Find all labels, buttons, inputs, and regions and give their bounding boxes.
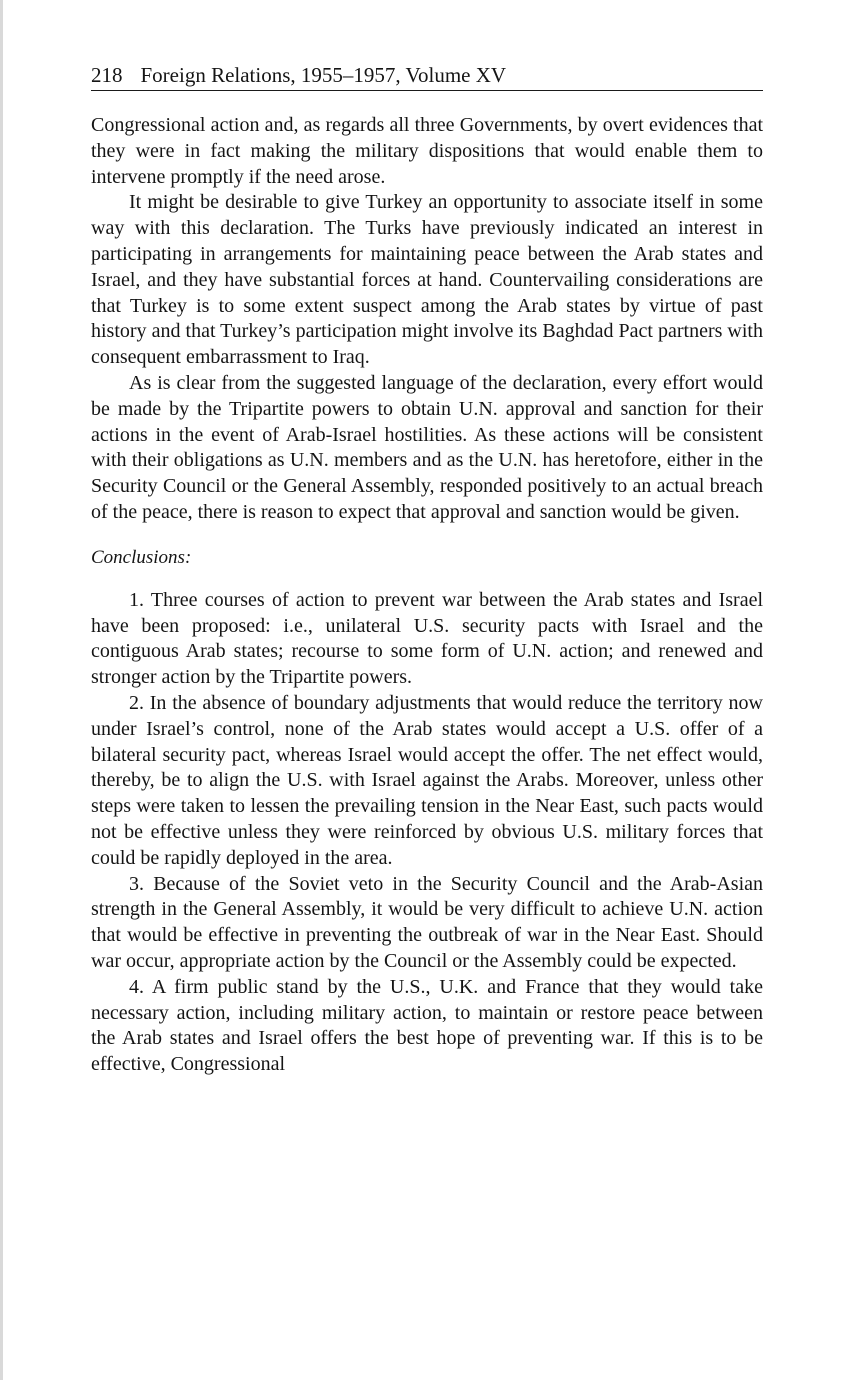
paragraph-continuation: Congressional action and, as regards all three Governments, by overt evidences that they were in fact making the military dispositions that would enable them to intervene promptly if the need arose.: [91, 114, 763, 188]
running-header: [91, 60, 763, 91]
conclusion-item-1: 1. Three courses of action to prevent war between the Arab states and Israel have been proposed: i.e., unilateral U.S. security pacts with Israel and the contiguous Arab states; recourse to some form of U.N. action; and renewed and stronger action by the Tripartite powers.: [91, 588, 763, 689]
conclusion-item-4: 4. A firm public stand by the U.S., U.K. and France that they would take necessary action, including military action, to maintain or restore peace between the Arab states and Israel offers the best hope of preventing war. If this is to be effective, Congressional: [91, 975, 763, 1076]
conclusion-item-2: 2. In the absence of boundary adjustments that would reduce the territory now under Israel’s control, none of the Arab states would accept a U.S. offer of a bilateral security pact, whereas Israel would accept the offer. The net effect would, thereby, be to align the U.S. with Israel against the Arabs. Moreover, unless other steps were taken to lessen the prevailing tension in the Near East, such pacts would not be effective unless they were reinforced by obvious U.S. military forces that could be rapidly deployed in the area.: [91, 691, 763, 869]
document-page: [91, 60, 763, 1078]
page-number: 218: [91, 63, 123, 87]
page-edge-shadow: [0, 0, 3, 1380]
conclusions-heading: Conclusions:: [91, 546, 192, 568]
body-text: [91, 113, 763, 1078]
paragraph-turkey: It might be desirable to give Turkey an opportunity to associate itself in some way with this declaration. The Turks have previously indicated an interest in participating in arrangements for maintaining peace between the Arab states and Israel, and they have substantial forces at hand. Countervailing considerations are that Turkey is to some extent suspect among the Arab states by virtue of past history and that Turkey’s participation might involve its Baghdad Pact partners with consequent embarrassment to Iraq.: [91, 191, 763, 369]
running-title: Foreign Relations, 1955–1957, Volume XV: [140, 63, 507, 87]
conclusion-item-3: 3. Because of the Soviet veto in the Security Council and the Arab-Asian strength in the General Assembly, it would be very difficult to achieve U.N. action that would be effective in preventing the outbreak of war in the Near East. Should war occur, appropriate action by the Council or the Assembly could be expected.: [91, 872, 763, 972]
paragraph-un-approval: As is clear from the suggested language of the declaration, every effort would be made by the Tripartite powers to obtain U.N. approval and sanction for their actions in the event of Arab-Israel hostilities. As these actions will be consistent with their obligations as U.N. members and as the U.N. has heretofore, either in the Security Council or the General Assembly, responded positively to an actual breach of the peace, there is reason to expect that approval and sanction would be given.: [91, 371, 763, 523]
